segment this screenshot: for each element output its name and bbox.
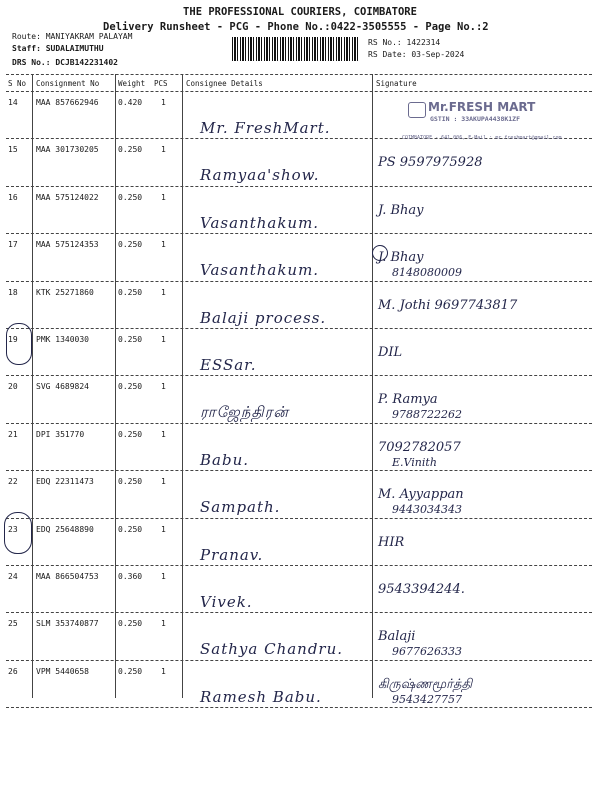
signature-text: PS 9597975928 (378, 155, 483, 171)
pcs-count: 1 (161, 382, 166, 392)
table-row (0, 234, 600, 282)
signature-text: P. Ramya (378, 392, 438, 408)
consignment-number: PMK 1340030 (36, 335, 89, 344)
pcs-count: 1 (161, 98, 166, 107)
consignment-number: EDQ 22311473 (36, 477, 94, 487)
table-top-rule (6, 74, 592, 75)
weight-value: 0.250 (118, 619, 143, 629)
pcs-count: 1 (161, 572, 166, 581)
row-sno: 26 (8, 666, 18, 676)
stamp-brand: Mr.FRESH MART (428, 100, 536, 114)
col-header-weight: Weight (118, 79, 146, 88)
handwritten-circle-mark (372, 245, 388, 261)
signature-text: HIR (378, 534, 405, 550)
pcs-count: 1 (161, 429, 166, 439)
table-row (0, 187, 600, 235)
row-sno: 21 (8, 429, 18, 439)
row-sno: 20 (8, 382, 18, 392)
handwritten-circle-mark (4, 512, 32, 554)
signature-text: 9543394244. (378, 582, 465, 597)
signature-phone: E.Vinith (392, 455, 437, 469)
signature-text: Balaji (378, 629, 416, 645)
pcs-count: 1 (161, 335, 166, 344)
col-header-signature: Signature (376, 79, 417, 88)
consignee-name: ராஜேந்திரன் (200, 403, 289, 422)
table-row (0, 282, 600, 330)
pcs-count: 1 (161, 524, 166, 534)
pcs-count: 1 (161, 477, 166, 487)
rs-number: RS No.: 1422314 (368, 38, 441, 47)
table-row (0, 139, 600, 187)
weight-value: 0.250 (118, 382, 143, 392)
shop-stamp (402, 100, 572, 146)
consignee-name: Sampath. (200, 498, 281, 517)
pcs-count: 1 (161, 192, 166, 202)
row-sno: 14 (8, 98, 18, 107)
row-sno: 24 (8, 572, 18, 581)
consignment-number: MAA 301730205 (36, 145, 99, 155)
weight-value: 0.250 (118, 192, 143, 202)
consignment-number: MAA 575124353 (36, 240, 99, 250)
row-sno: 23 (8, 524, 18, 534)
barcode (232, 37, 360, 61)
rs-date: RS Date: 03-Sep-2024 (368, 50, 465, 59)
consignment-number: MAA 866504753 (36, 572, 99, 581)
signature-text: கிருஷ்ணமூர்த்தி (378, 676, 473, 692)
col-header-pcs: PCS (154, 79, 168, 88)
weight-value: 0.250 (118, 477, 143, 487)
pcs-count: 1 (161, 145, 166, 155)
row-sno: 25 (8, 619, 18, 629)
weight-value: 0.250 (118, 524, 143, 534)
signature-text: J. Bhay (378, 250, 424, 266)
consignment-number: MAA 575124022 (36, 192, 99, 202)
weight-value: 0.250 (118, 666, 143, 676)
weight-value: 0.250 (118, 429, 143, 439)
weight-value: 0.360 (118, 572, 143, 581)
consignment-number: KTK 25271860 (36, 287, 94, 297)
row-sno: 15 (8, 145, 18, 155)
weight-value: 0.250 (118, 145, 143, 155)
row-sno: 17 (8, 240, 18, 250)
consignee-name: Mr. FreshMart. (200, 119, 331, 137)
stamp-gstin: GSTIN : 33AKUPA4438K1ZF (430, 115, 521, 123)
row-sno: 19 (8, 335, 18, 344)
runsheet-subtitle: Delivery Runsheet - PCG - Phone No.:0422-3505555 - Page No.:2 (103, 21, 489, 33)
consignment-number: SLM 353740877 (36, 619, 99, 629)
signature-text: 7092782057 (378, 439, 461, 455)
consignee-name: Vasanthakum. (200, 261, 320, 280)
weight-value: 0.250 (118, 287, 143, 297)
row-sno: 18 (8, 287, 18, 297)
consignee-name: Ramyaa'show. (200, 166, 320, 185)
stamp-address: COIMBATORE - 641 006, E-Mail : mr.freshmart@gmail.com (402, 135, 562, 141)
route-label: Route: MANIYAKRAM PALAYAM (12, 32, 133, 41)
pcs-count: 1 (161, 240, 166, 250)
consignee-name: Vivek. (200, 593, 253, 611)
consignment-number: EDQ 25648890 (36, 524, 94, 534)
consignment-number: VPM 5440658 (36, 666, 89, 676)
consignee-name: Vasanthakum. (200, 213, 320, 232)
consignee-name: Balaji process. (200, 308, 327, 327)
table-row (0, 519, 600, 567)
col-header-consignee: Consignee Details (186, 79, 263, 88)
table-row (0, 661, 600, 709)
signature-text: DIL (378, 345, 403, 360)
pcs-count: 1 (161, 287, 166, 297)
weight-value: 0.250 (118, 240, 143, 250)
signature-text: J. Bhay (378, 202, 424, 218)
table-row (0, 424, 600, 472)
pcs-count: 1 (161, 619, 166, 629)
pcs-count: 1 (161, 666, 166, 676)
signature-phone: 9677626333 (392, 645, 462, 659)
page-title: THE PROFESSIONAL COURIERS, COIMBATORE (183, 6, 417, 18)
consignment-number: MAA 857662946 (36, 98, 99, 107)
consignment-number: DPI 351770 (36, 429, 85, 439)
handwritten-circle-mark (6, 323, 32, 365)
drs-number: DRS No.: DCJB142231402 (12, 58, 118, 67)
signature-phone: 8148080009 (392, 266, 462, 280)
table-row (0, 566, 600, 614)
consignment-number: SVG 4689824 (36, 382, 89, 392)
table-row (0, 471, 600, 519)
stamp-logo-icon (408, 102, 426, 118)
signature-phone: 9788722262 (392, 408, 462, 422)
weight-value: 0.420 (118, 98, 143, 107)
col-header-consignment: Consignment No (36, 79, 100, 88)
consignee-name: Pranav. (200, 545, 264, 564)
consignee-name: ESSar. (200, 356, 257, 374)
table-row (0, 613, 600, 661)
weight-value: 0.250 (118, 335, 143, 344)
staff-label: Staff: SUDALAIMUTHU (12, 44, 104, 53)
signature-phone: 9443034343 (392, 503, 462, 517)
consignee-name: Sathya Chandru. (200, 640, 344, 659)
col-header-sno: S No (8, 79, 27, 88)
signature-phone: 9543427757 (392, 692, 462, 706)
table-row (0, 376, 600, 424)
signature-text: M. Jothi 9697743817 (378, 297, 518, 313)
row-sno: 22 (8, 477, 18, 487)
signature-text: M. Ayyappan (378, 487, 464, 503)
consignee-name: Babu. (200, 450, 249, 469)
row-sno: 16 (8, 192, 18, 202)
table-row (0, 329, 600, 377)
consignee-name: Ramesh Babu. (200, 687, 322, 706)
row-divider (6, 707, 592, 708)
